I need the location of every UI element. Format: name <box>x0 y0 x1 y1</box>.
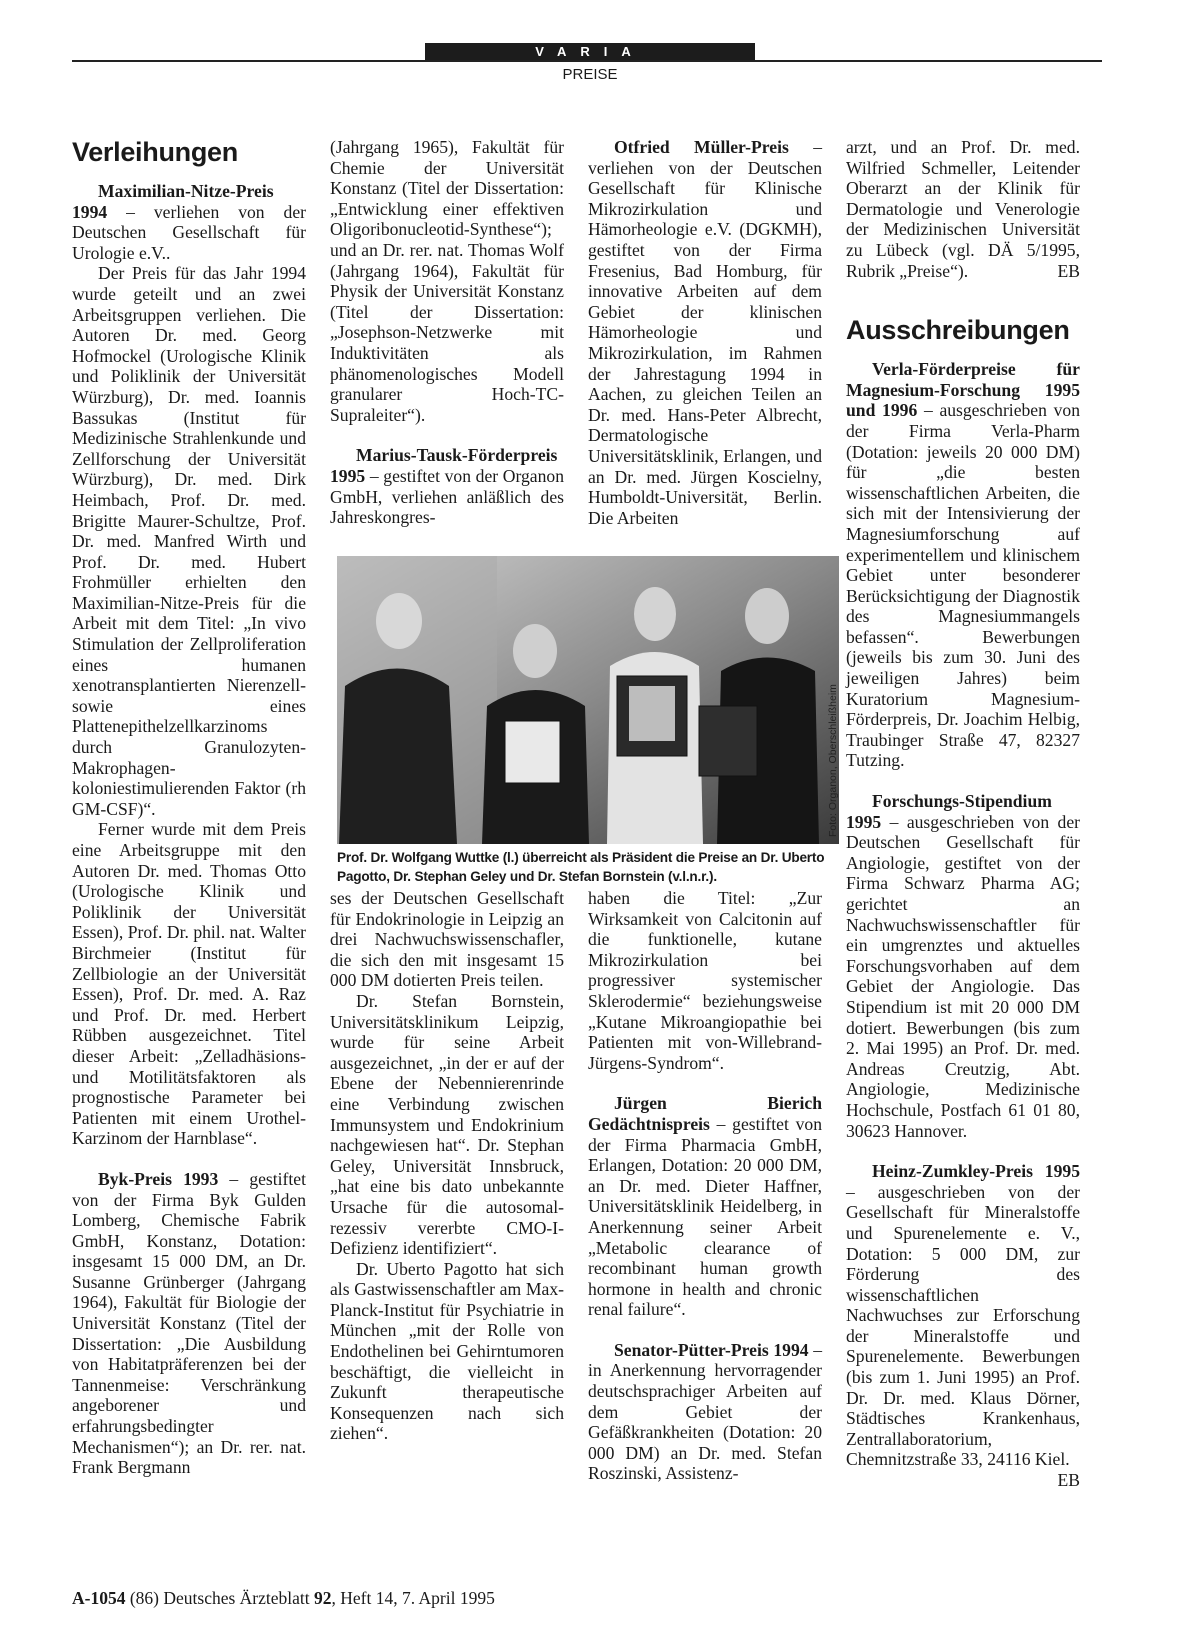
prize-title: Byk-Preis 1993 <box>98 1168 219 1189</box>
prize-text: – verliehen von der Deutschen Gesellschaft für Klinische Mikrozirkulation und Hämorheologie e.V. (DGKMH), gestiftet von der Firma Fresenius, Bad Homburg, für innovative Arbeiten auf dem Gebiet der klinischen Hämorheologie und Mikrozirkulation, im Rahmen der Jahrestagung 1994 in Aachen, zu gleichen Teilen an Dr. med. Hans-Peter Albrecht, Dermatologische Universitätsklinik, Erlangen, und an Dr. med. Jürgen Koscielny, Humboldt-Universität, Berlin. Die Arbeiten <box>588 137 822 528</box>
prize-text: – ausgeschrieben von der Deutschen Gesellschaft für Angiologie, gestiftet von der Firma Schwarz Pharma AG; gerichtet an Nachwuchswissenschaftler für ein umgrenztes und aktuelles Forschungsvorhaben auf dem Gebiet der Angiologie. Das Stipendium ist mit 20 000 DM dotiert. Bewerbungen (bis zum 2. Mai 1995) an Prof. Dr. med. Andreas Creutzig, Abt. Angiologie, Medizinische Hochschule, Postfach 61 01 80, 30623 Hannover. <box>846 811 1080 1141</box>
column-3-bottom <box>588 888 822 1484</box>
page-number: A-1054 <box>72 1588 126 1608</box>
mueller-continuation: haben die Titel: „Zur Wirksamkeit von Calcitonin auf die funktionelle, kutane Mikrozirkulation bei progressiver systemischer Sklerodermie“ beziehungsweise „Kutane Mikroangiopathie bei Patienten mit von-Willebrand-Jürgens-Syndrom“. <box>588 888 822 1073</box>
prize-text: – gestiftet von der Organon GmbH, verliehen anläßlich des Jahreskongres- <box>330 465 564 528</box>
bierich-paragraph <box>588 1093 822 1320</box>
verla-paragraph <box>846 359 1080 771</box>
prize-title: Forschungs-Stipendium 1995 <box>846 791 1052 832</box>
prize-text: – in Anerkennung hervorragender deutschsprachiger Arbeiten auf dem Gebiet der Gefäßkrankheiten (Dotation: 20 000 DM) an Dr. med. Stefan Roszinski, Assistenz- <box>588 1339 822 1484</box>
prize-text: – gestiftet von der Firma Byk Gulden Lomberg, Chemische Fabrik GmbH, Konstanz, Dotation: insgesamt 15 000 DM, an Dr. Susanne Grünberger (Jahrgang 1964), Fakultät für Biologie der Universität Konstanz (Titel der Dissertation: „Die Ausbildung von Habitatpräferenzen bei der Tannenmeise: Verschränkung angeborener und erfahrungsbedingter Mechanismen“); an Dr. rer. nat. Frank Bergmann <box>72 1168 306 1478</box>
nitze-intro <box>72 181 306 263</box>
nitze-paragraph-1: Der Preis für das Jahr 1994 wurde geteilt und an zwei Arbeitsgruppen verliehen. Die Autoren Dr. med. Georg Hofmockel (Urologische Klinik und Poliklinik der Universität Würzburg), Dr. med. Ioannis Bassukas (Institut für Medizinische Strahlenkunde und Zellforschung der Universität Würzburg), Dr. med. Dirk Heimbach, Prof. Dr. med. Brigitte Maurer-Schultze, Prof. Dr. med. Manfred Wirth und Prof. Dr. med. Hubert Frohmüller erhielten den Maximilian-Nitze-Preis für die Arbeit mit dem Titel: „In vivo Stimulation der Zellproliferation eines humanen xenotransplantierten Nierenzell- sowie eines Plattenepithelzellkarzinoms durch Granulozyten-Makrophagen-koloniestimulierenden Faktor (rh GM-CSF)“. <box>72 263 306 819</box>
section-banner: VARIA <box>425 43 755 61</box>
prize-text: – verliehen von der Deutschen Gesellschaft für Urologie e.V.. <box>72 201 306 263</box>
prize-text: – gestiftet von der Firma Pharmacia GmbH, Erlangen, Dotation: 20 000 DM, an Dr. med. Dieter Haffner, Universitätsklinik Heidelberg, in Anerkennung seiner Arbeit „Metabolic clearance of recombinant human growth hormone in health and chronic renal failure“. <box>588 1113 822 1320</box>
header-rule <box>72 60 1102 62</box>
prize-title: Marius-Tausk-Förderpreis 1995 <box>330 445 558 486</box>
prize-title: Senator-Pütter-Preis 1994 <box>614 1339 809 1360</box>
page-footer <box>72 1588 495 1609</box>
zumkley-paragraph <box>846 1161 1080 1491</box>
stipendium-paragraph <box>846 791 1080 1141</box>
prize-title: Jürgen Bierich Gedächtnispreis <box>588 1093 822 1134</box>
volume-number: 92 <box>314 1588 332 1608</box>
byk-paragraph <box>72 1169 306 1478</box>
column-4 <box>846 137 1080 1491</box>
section-label: PREISE <box>562 66 618 83</box>
paragraph-text: arzt, und an Prof. Dr. med. Wilfried Schmeller, Leitender Oberarzt an der Klinik für Dermatologie und Venerologie der Medizinischen Universität zu Lübeck (vgl. DÄ 5/1995, Rubrik „Preise“). <box>846 137 1080 281</box>
column-2-bottom <box>330 888 564 1444</box>
prize-text: – ausgeschrieben von der Gesellschaft für Mineralstoffe und Spurenelemente e. V., Dotation: 5 000 DM, zur Förderung des wissenschaftlichen Nachwuchses zur Erforschung der Mineralstoffe und Spurenelemente. Bewerbungen (bis zum 1. Juni 1995) an Prof. Dr. Dr. med. Klaus Dörner, Städtisches Krankenhaus, Zentrallaboratorium, Chemnitzstraße 33, 24116 Kiel. <box>846 1181 1080 1470</box>
bergmann-paragraph: (Jahrgang 1965), Fakultät für Chemie der Universität Konstanz (Titel der Dissertation: „Entwicklung einer effektiven Oligoribonucleotid-Synthese“); und an Dr. rer. nat. Thomas Wolf (Jahrgang 1964), Fakultät für Physik der Universität Konstanz (Titel der Dissertation: „Josephson-Netzwerke mit Induktivitäten als phänomenologisches Modell granularer Hoch-TC-Supraleiter“). <box>330 137 564 425</box>
heading-verleihungen: Verleihungen <box>72 137 238 167</box>
photo-caption: Prof. Dr. Wolfgang Wuttke (l.) überreicht als Präsident die Preise an Dr. Uberto Pagotto, Dr. Stephan Geley und Dr. Stefan Bornstein (v.l.n.r.). <box>337 850 825 884</box>
prize-title: Otfried Müller-Preis <box>614 137 789 157</box>
award-photo <box>337 556 839 844</box>
signature: EB <box>1057 1470 1080 1491</box>
signature: EB <box>1057 260 1080 281</box>
nitze-paragraph-2: Ferner wurde mit dem Preis eine Arbeitsgruppe mit den Autoren Dr. med. Thomas Otto (Urologische Klinik und Poliklinik der Universität Essen), Prof. Dr. phil. nat. Walter Birchmeier (Institut für Zellbiologie an der Universität Essen), Prof. Dr. med. A. Raz und Prof. Dr. med. Herbert Rübben ausgezeichnet. Titel dieser Arbeit: „Zelladhäsions- und Motilitätsfaktoren als prognostische Parameter bei Patienten mit einem Urothel-Karzinom der Harnblase“. <box>72 819 306 1149</box>
schmeller-paragraph <box>846 137 1080 281</box>
photo-credit-text: Foto: Organon, Oberschleißheim <box>827 684 839 837</box>
prize-title: Verla-Förderpreise für Magnesium-Forschung 1995 und 1996 <box>846 359 1080 421</box>
column-3-top <box>588 137 822 528</box>
footer-issue: , Heft 14, 7. April 1995 <box>331 1588 495 1608</box>
puetter-paragraph <box>588 1340 822 1484</box>
award-photo-image <box>337 556 839 844</box>
bornstein-paragraph: Dr. Stefan Bornstein, Universitätsklinikum Leipzig, wurde für seine Arbeit ausgezeichnet, „in der er auf der Ebene der Nebennierenrinde eine Verbindung zwischen Immunsystem und Endokrinium nachgewiesen hat“. Dr. Stephan Geley, Universität Innsbruck, „hat eine bis dato unbekannte Ursache für die autosomal-rezessiv vererbte CMO-I-Defizienz identifiziert“. <box>330 990 564 1259</box>
column-1 <box>72 137 306 1478</box>
prize-text: – ausgeschrieben von der Firma Verla-Pharm (Dotation: jeweils 20 000 DM) für „die besten wissenschaftlichen Arbeiten, die sich mit der Intensivierung der Magnesiumforschung auf experimentellem und klinischem Gebiet unter besonderer Berücksichtigung der Diagnostik des Magnesiummangels befassen“. Bewerbungen (jeweils bis zum 30. Juni des jeweiligen Jahres) beim Kuratorium Magnesium-Förderpreis, Dr. Joachim Helbig, Traubinger Straße 47, 82327 Tutzing. <box>846 400 1080 771</box>
prize-title: Maximilian-Nitze-Preis 1994 <box>72 181 274 222</box>
tausk-paragraph <box>330 445 564 527</box>
prize-title: Heinz-Zumkley-Preis 1995 <box>872 1161 1080 1182</box>
photo-credit <box>818 670 839 840</box>
pagotto-paragraph: Dr. Uberto Pagotto hat sich als Gastwissenschaftler am Max-Planck-Institut für Psychiatrie in München „mit der Rolle von Endothelinen bei Gehirntumoren beschäftigt, die vielleicht in Zukunft therapeutische Konsequenzen nach sich ziehen“. <box>330 1258 564 1444</box>
mueller-paragraph <box>588 137 822 528</box>
heading-ausschreibungen: Ausschreibungen <box>846 315 1070 346</box>
column-2-top <box>330 137 564 528</box>
footer-text: (86) Deutsches Ärzteblatt <box>125 1588 315 1608</box>
tausk-continuation: ses der Deutschen Gesellschaft für Endokrinologie in Leipzig an drei Nachwuchswissenschafler, die sich den mit insgesamt 15 000 DM dotierten Preis teilen. <box>330 888 564 991</box>
